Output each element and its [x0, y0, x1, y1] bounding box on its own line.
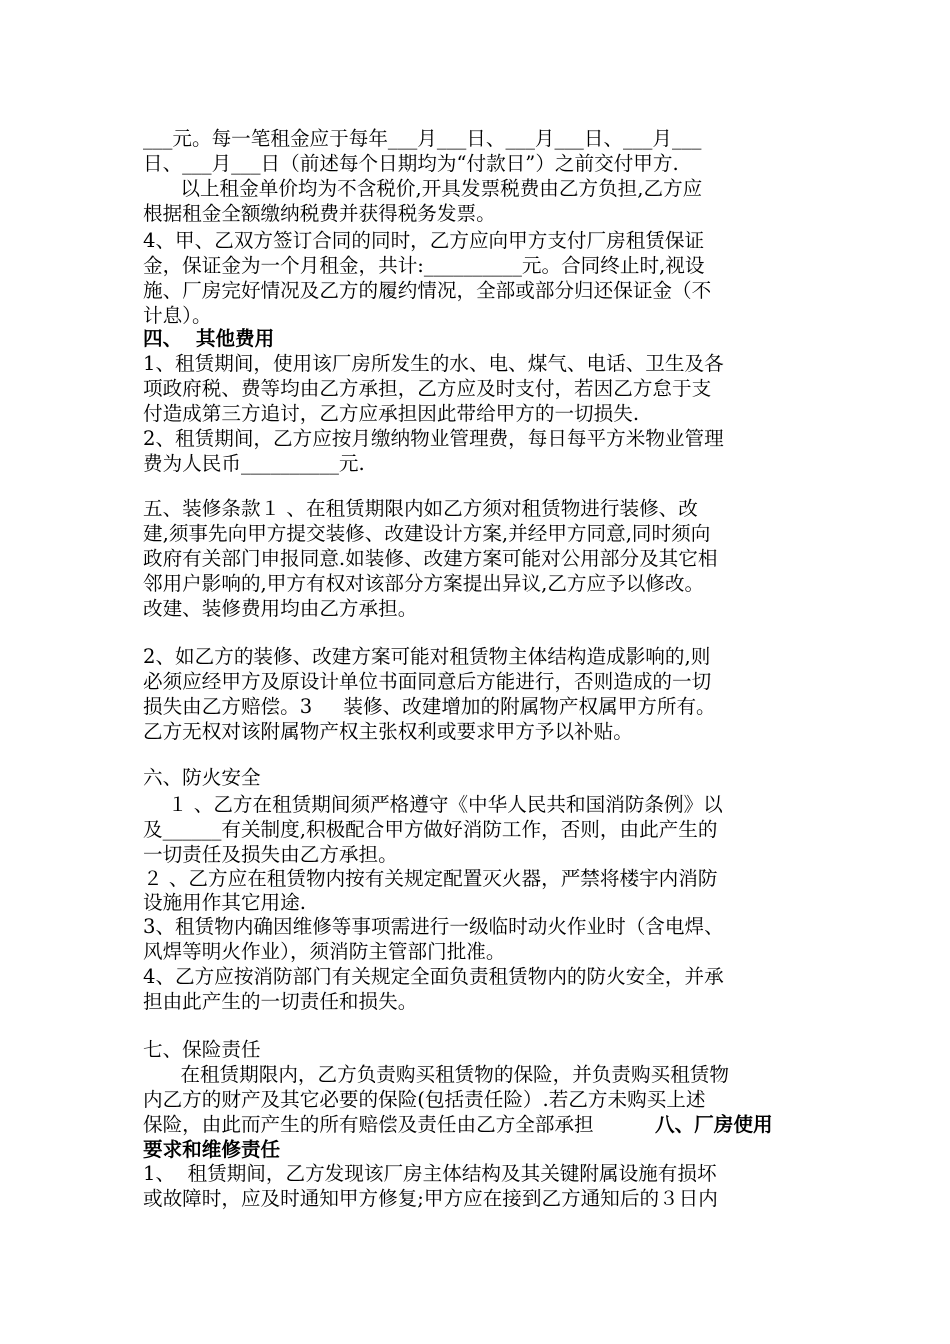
text-line: 日、___月___日（前述每个日期均为“付款日”）之前交付甲方. — [143, 152, 679, 175]
text-line: 在租赁期限内，乙方负责购买租赁物的保险，并负责购买租赁物 — [143, 1063, 729, 1086]
section-heading-insurance: 七、保险责任 — [143, 1038, 261, 1061]
text-line: 根据租金全额缴纳税费并获得税务发票。 — [143, 202, 496, 225]
section-heading-decoration: 五、装修条款１ 、在租赁期限内如乙方须对租赁物进行装修、改 — [143, 497, 698, 520]
text-line: 4、甲、乙双方签订合同的同时，乙方应向甲方支付厂房租赁保证 — [143, 229, 705, 252]
section-heading-factory-use: 八、厂房使用 — [655, 1113, 773, 1136]
text-line: 建,须事先向甲方提交装修、改建设计方案,并经甲方同意,同时须向 — [143, 522, 711, 545]
text-line: １ 、乙方在租赁期间须严格遵守《中华人民共和国消防条例》以 — [143, 793, 723, 816]
text-line: 及______有关制度,积极配合甲方做好消防工作，否则，由此产生的 — [143, 818, 718, 841]
text-line: 必须应经甲方及原设计单位书面同意后方能进行，否则造成的一切 — [143, 670, 712, 693]
text-line: ２ 、乙方应在租赁物内按有关规定配置灭火器，严禁将楼宇内消防 — [143, 867, 718, 890]
text-line: 风焊等明火作业），须消防主管部门批准。 — [143, 940, 506, 963]
text-line: 损失由乙方赔偿。3 装修、改建增加的附属物产权属甲方所有。 — [143, 695, 716, 718]
section-heading-factory-use-cont: 要求和维修责任 — [143, 1138, 281, 1161]
text-line: 内乙方的财产及其它必要的保险(包括责任险）.若乙方未购买上述 — [143, 1088, 706, 1111]
text-line: 邻用户影响的,甲方有权对该部分方案提出异议,乙方应予以修改。 — [143, 572, 705, 595]
text-line: 1、租赁期间，使用该厂房所发生的水、电、煤气、电话、卫生及各 — [143, 352, 724, 375]
text-line: 担由此产生的一切责任和损失。 — [143, 990, 418, 1013]
text-line: 设施用作其它用途. — [143, 891, 306, 914]
text-line: 乙方无权对该附属物产权主张权利或要求甲方予以补贴。 — [143, 720, 633, 743]
text-line: 付造成第三方追讨，乙方应承担因此带给甲方的一切损失. — [143, 402, 640, 425]
text-line: 2、如乙方的装修、改建方案可能对租赁物主体结构造成影响的,则 — [143, 645, 711, 668]
text-line: 4、乙方应按消防部门有关规定全面负责租赁物内的防火安全，并承 — [143, 965, 724, 988]
text-line: 3、租赁物内确因维修等事项需进行一级临时动火作业时（含电焊、 — [143, 915, 724, 938]
text-line: 施、厂房完好情况及乙方的履约情况，全部或部分归还保证金（不 — [143, 279, 712, 302]
text-line: 一切责任及损失由乙方承担。 — [143, 843, 398, 866]
text-line: 2、租赁期间，乙方应按月缴纳物业管理费，每日每平方米物业管理 — [143, 427, 724, 450]
text-line: ___元。每一笔租金应于每年___月___日、___月___日、___月___ — [143, 127, 702, 150]
text-line: 或故障时，应及时通知甲方修复;甲方应在接到乙方通知后的３日内 — [143, 1187, 718, 1210]
text-line: 金，保证金为一个月租金，共计:__________元。合同终止时,视设 — [143, 254, 705, 277]
text-line: 以上租金单价均为不含税价,开具发票税费由乙方负担,乙方应 — [143, 177, 703, 200]
text-line: 保险，由此而产生的所有赔偿及责任由乙方全部承担 — [143, 1113, 594, 1136]
text-line: 计息）。 — [143, 304, 212, 327]
text-line: 项政府税、费等均由乙方承担，乙方应及时支付，若因乙方怠于支 — [143, 377, 712, 400]
text-line: 改建、装修费用均由乙方承担。 — [143, 597, 418, 620]
section-heading-other-fees: 四、 其他费用 — [143, 327, 275, 350]
section-heading-fire-safety: 六、防火安全 — [143, 766, 261, 789]
text-line: 政府有关部门申报同意.如装修、改建方案可能对公用部分及其它相 — [143, 547, 718, 570]
text-line: 1、 租赁期间，乙方发现该厂房主体结构及其关键附属设施有损坏 — [143, 1162, 717, 1185]
text-line: 费为人民币__________元. — [143, 452, 365, 475]
